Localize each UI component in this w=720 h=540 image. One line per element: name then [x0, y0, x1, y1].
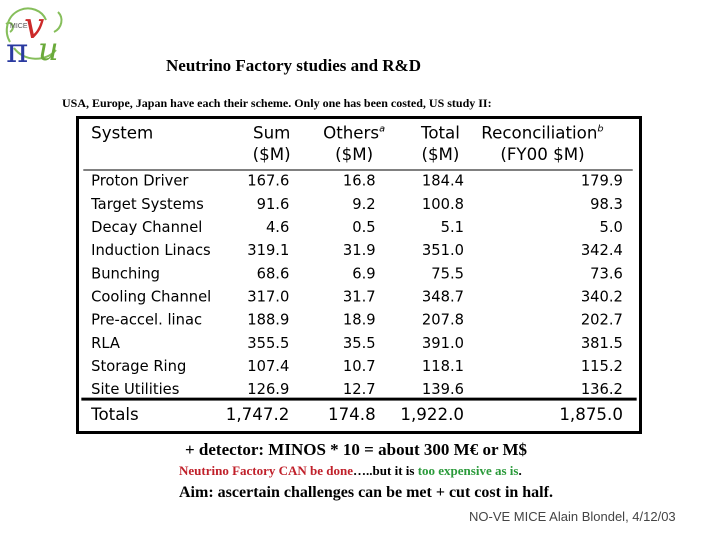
table-cell: 184.4: [421, 172, 464, 190]
table-cell: 107.4: [247, 357, 290, 375]
header-footnote-mark: a: [379, 123, 386, 135]
table-cell: 35.5: [342, 334, 376, 352]
table-cell: Bunching: [91, 265, 161, 283]
logo-text: MICE: [10, 23, 28, 30]
detector-note: + detector: MINOS * 10 = about 300 M€ or M$: [185, 440, 528, 459]
table-cell: 10.7: [342, 357, 376, 375]
cost-table: [76, 116, 642, 434]
table-cell: 5.1: [440, 219, 464, 237]
table-cell: 6.9: [352, 265, 376, 283]
table-cell: Storage Ring: [91, 357, 187, 375]
svg-text:v: v: [24, 6, 45, 47]
header-3: Total: [420, 123, 460, 143]
table-cell: Induction Linacs: [91, 242, 211, 260]
header-4: Reconciliation$^b$: [481, 123, 604, 143]
table-cell: 31.7: [342, 288, 376, 306]
table-cell: 207.8: [421, 311, 464, 329]
header-unit-3: ($M): [421, 145, 460, 165]
table-cell: 348.7: [421, 288, 464, 306]
header-unit-2: ($M): [335, 145, 374, 165]
feasibility-but: …..but it is: [353, 463, 418, 478]
table-cell: 75.5: [431, 265, 464, 283]
table-cell: 4.6: [265, 219, 290, 237]
table-cell: 139.6: [421, 381, 464, 399]
table-cell: Decay Channel: [91, 219, 203, 237]
table-cell: Cooling Channel: [91, 288, 212, 306]
table-cell: 317.0: [247, 288, 290, 306]
cost-table-svg: [79, 119, 639, 431]
table-cell: 351.0: [421, 242, 464, 260]
table-cell: 118.1: [421, 357, 464, 375]
slide-subtitle: USA, Europe, Japan have each their scheme. Only one has been costed, US study II:: [62, 96, 492, 110]
feasibility-expensive: too expensive as is: [417, 463, 519, 478]
table-cell: Pre-accel. linac: [91, 311, 203, 329]
table-cell: RLA: [91, 334, 120, 352]
totals-cell: 1,922.0: [400, 405, 464, 425]
svg-text:π: π: [6, 31, 29, 68]
header-0: System: [91, 123, 154, 143]
table-cell: 342.4: [580, 242, 623, 260]
table-cell: 12.7: [342, 381, 376, 399]
table-cell: Target Systems: [91, 195, 204, 213]
table-cell: 136.2: [580, 381, 623, 399]
feasibility-done: Neutrino Factory CAN be done: [179, 463, 354, 478]
header-1: Sum: [252, 123, 291, 143]
table-cell: 319.1: [247, 242, 290, 260]
table-cell: 73.6: [590, 265, 623, 283]
totals-cell: 1,875.0: [559, 405, 623, 425]
mice-logo: [2, 2, 70, 68]
table-cell: 100.8: [421, 195, 464, 213]
totals-divider: [81, 398, 636, 401]
header-unit-4: (FY00 $M): [500, 145, 585, 165]
slide-title: Neutrino Factory studies and R&D: [166, 56, 421, 75]
table-cell: 68.6: [256, 265, 290, 283]
table-cell: Site Utilities: [91, 381, 180, 399]
feasibility-note: [179, 463, 522, 479]
table-cell: 340.2: [580, 288, 623, 306]
svg-text:u: u: [38, 30, 59, 68]
table-cell: 126.9: [247, 381, 290, 399]
table-cell: 98.3: [590, 195, 623, 213]
table-cell: 188.9: [247, 311, 290, 329]
table-cell: 381.5: [580, 334, 623, 352]
table-cell: 91.6: [256, 195, 290, 213]
author-credit: NO-VE MICE Alain Blondel, 4/12/03: [469, 509, 676, 524]
table-cell: 0.5: [352, 219, 376, 237]
totals-cell: 174.8: [327, 405, 376, 425]
aim-note: Aim: ascertain challenges can be met + cut cost in half.: [179, 484, 553, 501]
table-cell: 18.9: [342, 311, 376, 329]
table-cell: 115.2: [580, 357, 623, 375]
totals-cell: Totals: [91, 405, 139, 425]
table-cell: 167.6: [247, 172, 290, 190]
header-2: Others$^a$: [323, 123, 386, 143]
table-cell: 355.5: [247, 334, 290, 352]
table-cell: 16.8: [342, 172, 376, 190]
header-unit-1: ($M): [252, 145, 291, 165]
table-cell: 391.0: [421, 334, 464, 352]
table-cell: 9.2: [352, 195, 376, 213]
table-cell: Proton Driver: [91, 172, 189, 190]
table-cell: 5.0: [599, 219, 623, 237]
table-cell: 31.9: [342, 242, 376, 260]
feasibility-end: .: [518, 463, 522, 478]
totals-cell: 1,747.2: [225, 405, 290, 425]
table-cell: 179.9: [580, 172, 623, 190]
header-footnote-mark: b: [597, 123, 604, 135]
table-cell: 202.7: [580, 311, 623, 329]
